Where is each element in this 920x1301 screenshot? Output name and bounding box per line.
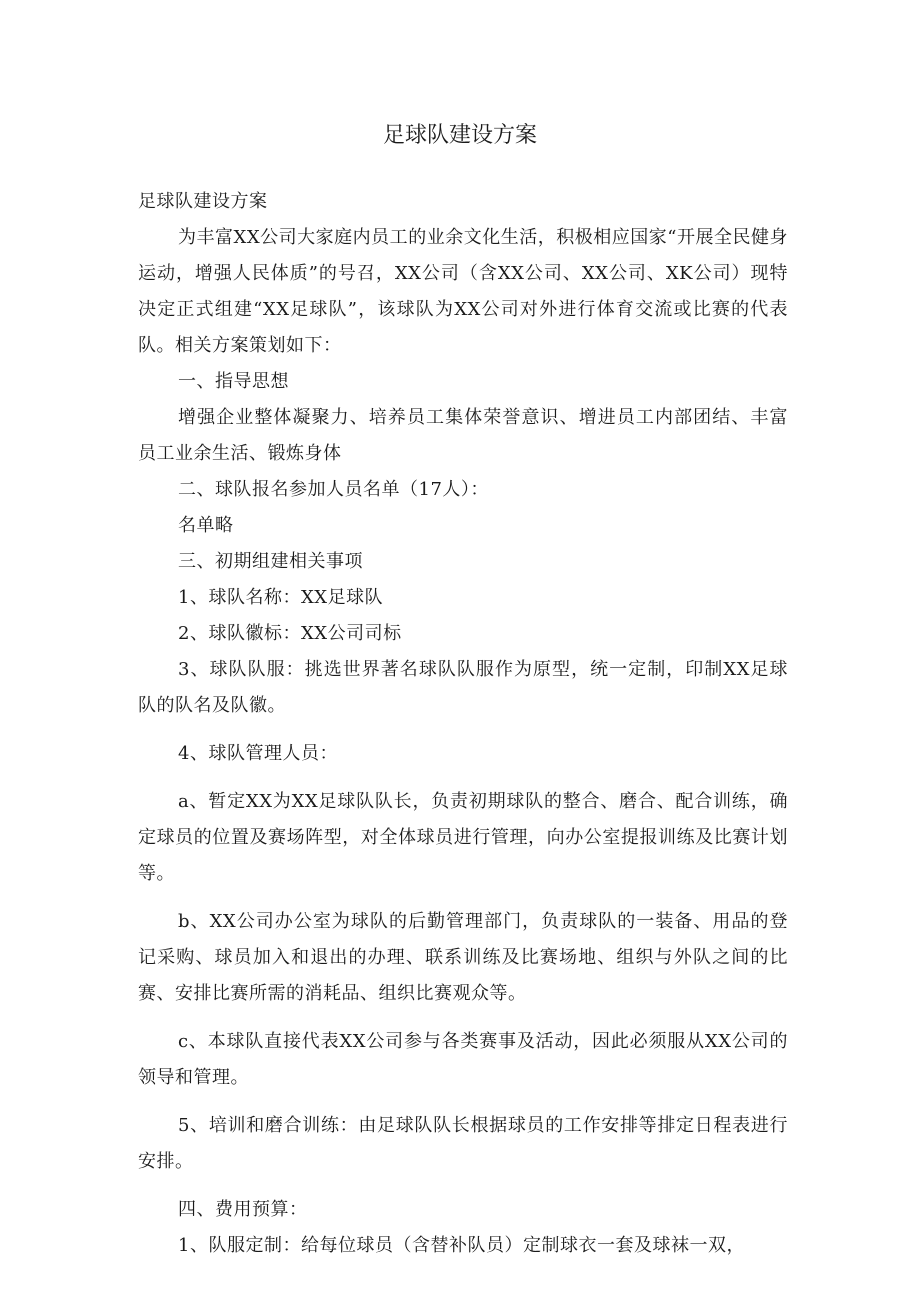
section-heading-budget: 四、费用预算： [178,1199,308,1220]
training-item: 5、培训和磨合训练：由足球队队长根据球员的工作安排等排定日程表进行安排。 [138,1115,788,1172]
section-heading-guiding-idea: 一、指导思想 [178,371,289,392]
section-heading-initial-setup: 三、初期组建相关事项 [178,551,363,572]
management-item-a: a、暂定XX为XX足球队队长，负责初期球队的整合、磨合、配合训练，确定球员的位置及赛场阵型，对全体球员进行管理，向办公室提报训练及比赛计划等。 [138,791,788,884]
management-item-b: b、XX公司办公室为球队的后勤管理部门，负责球队的一装备、用品的登记采购、球员加入和退出的办理、联系训练及比赛场地、组织与外队之间的比赛、安排比赛所需的消耗品、组织比赛观众等。 [138,911,788,1004]
guiding-idea-paragraph: 增强企业整体凝聚力、培养员工集体荣誉意识、增进员工内部团结、丰富员工业余生活、锻炼身体 [138,407,788,464]
team-management-item: 4、球队管理人员： [178,743,338,764]
team-name-item: 1、球队名称：XX足球队 [178,587,384,608]
document-body [138,184,788,1264]
team-uniform-item: 3、球队队服：挑选世界著名球队队服作为原型，统一定制，印制XX足球队的队名及队徽。 [138,659,788,716]
section-heading-member-list: 二、球队报名参加人员名单（17人）： [178,479,489,500]
intro-paragraph: 为丰富XX公司大家庭内员工的业余文化生活，积极相应国家“开展全民健身运动，增强人民体质”的号召，XX公司（含XX公司、XX公司、XK公司）现特决定正式组建“XX足球队”，该球队为XX公司对外进行体育交流或比赛的代表队。相关方案策划如下： [138,227,788,356]
document-title: 足球队建设方案 [382,123,537,148]
budget-item-uniform: 1、队服定制：给每位球员（含替补队员）定制球衣一套及球袜一双， [178,1235,745,1256]
subtitle-paragraph: 足球队建设方案 [138,191,268,212]
team-logo-item: 2、球队徽标：XX公司司标 [178,623,402,644]
management-item-c: c、本球队直接代表XX公司参与各类赛事及活动，因此必须服从XX公司的领导和管理。 [138,1031,788,1088]
member-list-paragraph: 名单略 [178,515,234,536]
